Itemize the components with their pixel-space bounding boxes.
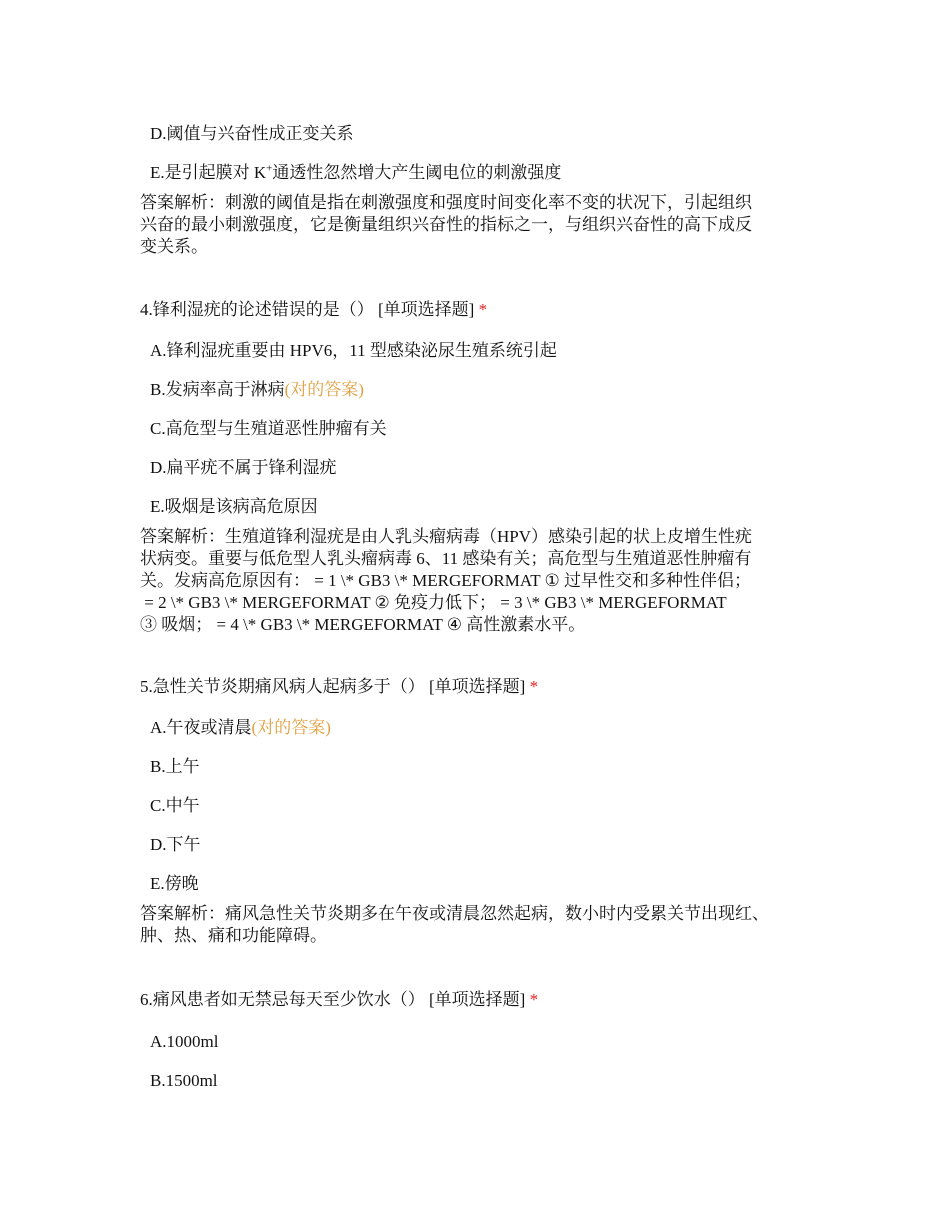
q4-option-b [150,380,364,400]
q4-explanation-line: 状病变。重要与低危型人乳头瘤病毒 6、11 感染有关；高危型与生殖道恶性肿瘤有 [140,549,752,568]
q5-option-d: D.下午 [150,835,201,854]
q5-question-text: 5.急性关节炎期痛风病人起病多于（） [140,677,425,696]
q4-option-d: D.扁平疣不属于锋利湿疣 [150,458,337,477]
q5-explanation-line: 肿、热、痛和功能障碍。 [140,926,327,945]
q4-correct-answer-marker: (对的答案) [284,380,364,399]
q5-explanation [140,903,830,947]
q5-required-star: * [529,677,539,696]
q3-option-e-post: 通透性忽然增大产生阈电位的刺激强度 [272,163,562,182]
q5-correct-answer-marker: (对的答案) [251,718,331,737]
q5-option-a-text: A.午夜或清晨 [150,718,252,737]
q4-question-type: [单项选择题] [378,300,475,319]
q3-option-e [150,163,561,183]
q5-question-type: [单项选择题] [429,677,526,696]
q4-question-text: 4.锋利湿疣的论述错误的是（） [140,300,374,319]
q6-question [140,990,538,1010]
q6-required-star: * [529,990,539,1009]
q6-question-type: [单项选择题] [429,990,526,1009]
q3-explanation-line: 兴奋的最小刺激强度，它是衡量组织兴奋性的指标之一，与组织兴奋性的高下成反 [140,215,752,234]
q4-option-c: C.高危型与生殖道恶性肿瘤有关 [150,419,387,438]
q3-option-e-sup: + [266,162,273,175]
q6-option-a: A.1000ml [150,1032,219,1051]
q4-option-a: A.锋利湿疣重要由 HPV6，11 型感染泌尿生殖系统引起 [150,341,557,360]
q4-explanation-line: 关。发病高危原因有： = 1 \* GB3 \* MERGEFORMAT ① 过早性交和多种性伴侣； [140,571,752,590]
q6-option-b: B.1500ml [150,1071,218,1090]
q4-explanation-line: 答案解析：生殖道锋利湿疣是由人乳头瘤病毒（HPV）感染引起的状上皮增生性疣 [140,527,753,546]
q3-explanation [140,192,830,258]
q4-option-b-text: B.发病率高于淋病 [150,380,285,399]
q4-question [140,300,487,320]
q4-explanation [140,526,830,636]
q4-explanation-line: ③ 吸烟； = 4 \* GB3 \* MERGEFORMAT ④ 高性激素水平。 [140,615,586,634]
q4-explanation-line: = 2 \* GB3 \* MERGEFORMAT ② 免疫力低下； = 3 \* GB3 \* MERGEFORMAT [140,593,727,612]
q5-explanation-line: 答案解析：痛风急性关节炎期多在午夜或清晨忽然起病，数小时内受累关节出现红、 [140,904,769,923]
q5-option-a [150,718,331,738]
q4-required-star: * [478,300,488,319]
q5-option-c: C.中午 [150,796,200,815]
q3-option-e-pre: E.是引起膜对 K [150,163,267,182]
q3-explanation-line: 答案解析：刺激的阈值是指在刺激强度和强度时间变化率不变的状况下，引起组织 [140,193,752,212]
q3-explanation-line: 变关系。 [140,237,208,256]
q6-question-text: 6.痛风患者如无禁忌每天至少饮水（） [140,990,425,1009]
q5-question [140,677,538,697]
q4-option-e: E.吸烟是该病高危原因 [150,497,318,516]
q3-option-d: D.阈值与兴奋性成正变关系 [150,124,354,143]
q5-option-b: B.上午 [150,757,200,776]
q5-option-e: E.傍晚 [150,874,199,893]
